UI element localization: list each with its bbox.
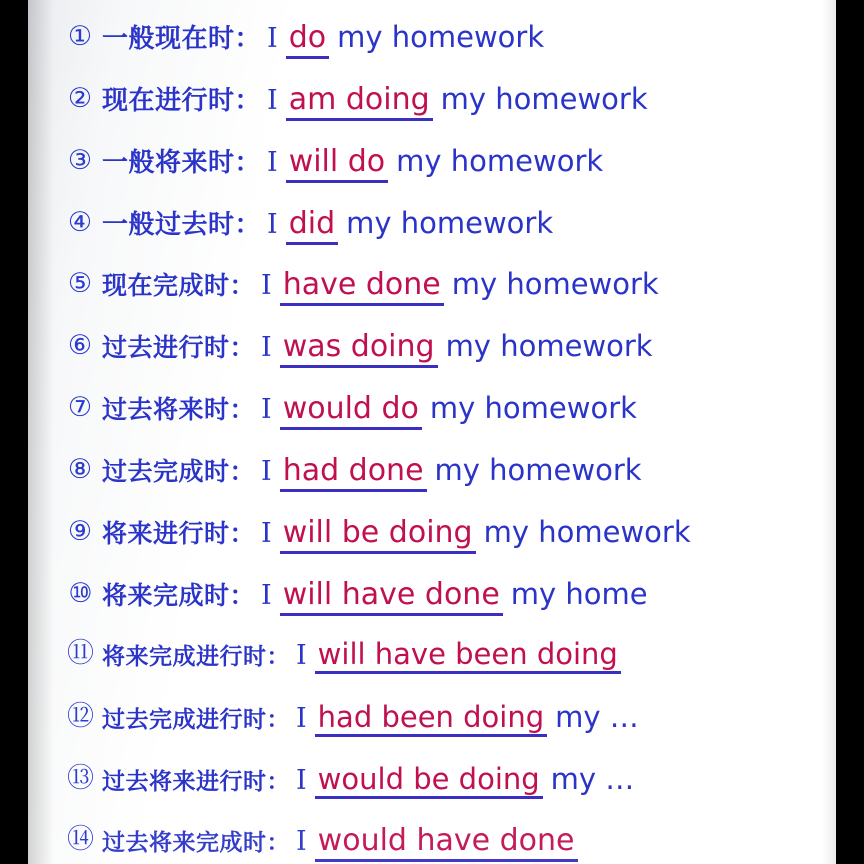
verb-phrase: do: [286, 22, 329, 59]
verb-phrase: had been doing: [315, 702, 547, 737]
verb-phrase: have done: [280, 269, 444, 306]
object-phrase: my homework: [346, 206, 554, 240]
item-number: ⑩: [68, 578, 92, 609]
subject: I: [296, 826, 307, 857]
verb-phrase: will have done: [280, 579, 503, 616]
tense-name-cn: 过去完成时：: [102, 457, 256, 486]
list-item: [28, 18, 836, 80]
tense-name-cn: 将来进行时：: [102, 519, 256, 548]
list-item: [28, 452, 836, 514]
document-page: [28, 0, 836, 864]
item-number: ⑤: [67, 268, 93, 299]
verb-phrase: had done: [280, 455, 427, 492]
object-phrase: my homework: [434, 453, 642, 487]
tense-name-cn: 将来完成时：: [102, 581, 256, 610]
verb-phrase: would do: [280, 393, 422, 430]
item-number: ⑪: [67, 638, 93, 669]
list-item: [28, 266, 836, 328]
subject: I: [261, 456, 272, 487]
subject: I: [296, 765, 307, 796]
item-number: ⑨: [67, 516, 93, 547]
verb-phrase: am doing: [286, 84, 433, 121]
subject: I: [267, 209, 278, 240]
item-number: ⑫: [67, 701, 93, 732]
item-number: ⑧: [67, 454, 93, 485]
item-number: ①: [67, 21, 93, 52]
item-number: ⑬: [67, 763, 93, 794]
list-item: [28, 824, 836, 864]
verb-phrase: will do: [286, 146, 388, 183]
list-item: [28, 204, 836, 266]
tense-name-cn: 过去将来完成时：: [102, 830, 290, 856]
tense-name-cn: 将来完成进行时：: [102, 644, 290, 670]
subject: I: [261, 394, 272, 425]
item-number: ⑥: [67, 330, 93, 361]
item-number: ④: [67, 207, 93, 238]
item-number: ②: [67, 83, 93, 114]
list-item: [28, 514, 836, 576]
object-phrase: my homework: [483, 515, 691, 549]
list-item: [28, 700, 836, 762]
subject: I: [267, 147, 278, 178]
letterbox-left: [0, 0, 28, 864]
verb-phrase: would be doing: [315, 764, 543, 799]
tense-name-cn: 过去将来时：: [102, 395, 256, 424]
subject: I: [296, 703, 307, 734]
object-phrase: my …: [555, 700, 639, 734]
subject: I: [261, 518, 272, 549]
list-item: [28, 762, 836, 824]
subject: I: [261, 580, 272, 611]
tense-name-cn: 现在完成时：: [102, 271, 256, 300]
object-phrase: my homework: [429, 391, 637, 425]
verb-phrase: was doing: [280, 331, 438, 368]
object-phrase: my home: [510, 577, 648, 611]
verb-phrase: did: [286, 208, 338, 245]
tense-name-cn: 一般将来时：: [102, 148, 262, 178]
list-item: [28, 576, 836, 638]
subject: I: [261, 332, 272, 363]
item-number: ③: [67, 145, 93, 176]
object-phrase: my …: [550, 762, 635, 796]
item-number: ⑭: [67, 824, 93, 855]
list-item: [28, 328, 836, 390]
object-phrase: my homework: [445, 329, 653, 363]
list-item: [28, 142, 836, 204]
object-phrase: my homework: [440, 82, 648, 116]
tense-name-cn: 过去将来进行时：: [102, 769, 290, 795]
tense-name-cn: 现在进行时：: [102, 86, 262, 116]
tense-list: [28, 18, 836, 864]
subject: I: [296, 640, 307, 671]
object-phrase: my homework: [396, 144, 604, 178]
object-phrase: my homework: [451, 267, 659, 301]
subject: I: [267, 23, 278, 54]
list-item: [28, 638, 836, 700]
verb-phrase: will be doing: [280, 517, 476, 554]
subject: I: [261, 270, 272, 301]
subject: I: [267, 85, 278, 116]
tense-name-cn: 过去进行时：: [102, 333, 256, 362]
tense-name-cn: 一般现在时：: [102, 24, 262, 54]
verb-phrase: will have been doing: [315, 639, 621, 674]
list-item: [28, 80, 836, 142]
object-phrase: my homework: [337, 20, 545, 54]
tense-name-cn: 过去完成进行时：: [102, 707, 290, 733]
letterbox-right: [836, 0, 864, 864]
tense-name-cn: 一般过去时：: [102, 210, 262, 240]
verb-phrase: would have done: [315, 825, 578, 862]
item-number: ⑦: [67, 392, 93, 423]
list-item: [28, 390, 836, 452]
